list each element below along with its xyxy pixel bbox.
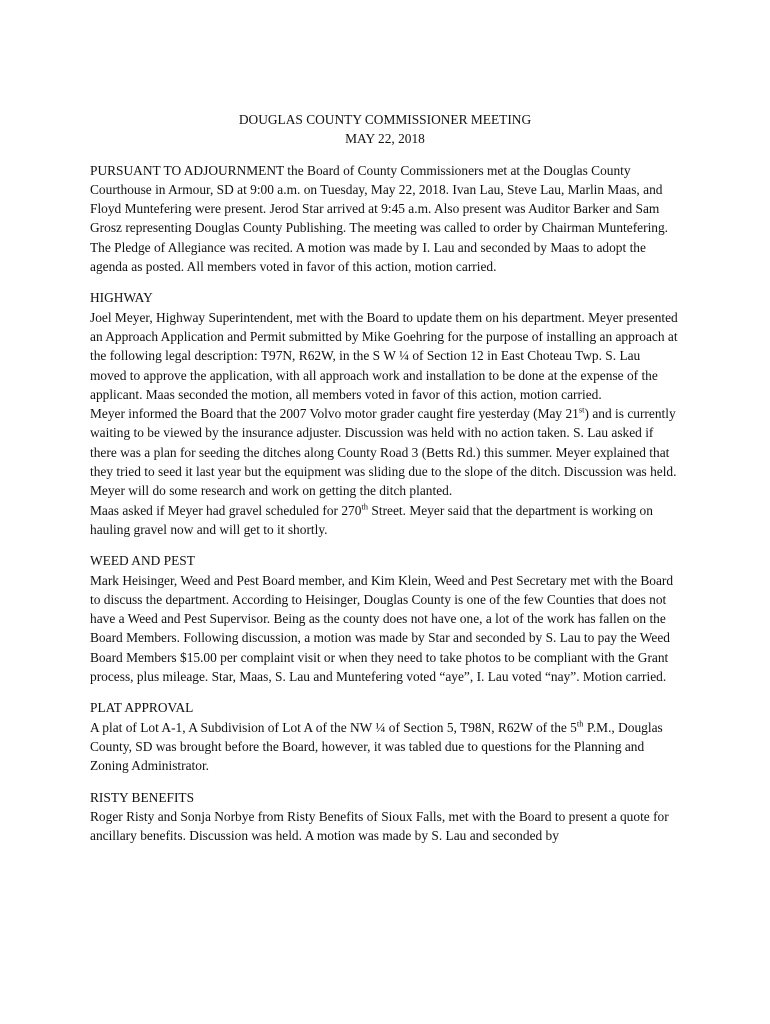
section-weed-and-pest [90,551,680,686]
highway-paragraph-1: Joel Meyer, Highway Superintendent, met with the Board to update them on his department. Meyer presented an Approach Application and Permit submitted by Mike Goehring for the purpose of installing an approach at the following legal description: T97N, R62W, in the S W ¼ of Section 12 in East Choteau Twp. S. Lau moved to approve the application, with all approach work and installation to be done at the expense of the applicant. Maas seconded the motion, all members voted in favor of this action, motion carried. [90,309,678,402]
highway-paragraph-3 [90,501,680,540]
weed-paragraph-1: Mark Heisinger, Weed and Pest Board member, and Kim Klein, Weed and Pest Secretary met with the Board to discuss the department. According to Heisinger, Douglas County is one of the few Counties that does not have a Weed and Pest Supervisor. Being as the county does not have one, a lot of the work has fallen on the Board Members. Following discussion, a motion was made by Star and seconded by S. Lau to pay the Weed Board Members $15.00 per complaint visit or when they need to take photos to be compliant with the Grant process, plus mileage. Star, Maas, S. Lau and Muntefering voted “aye”, I. Lau voted “nay”. Motion carried. [90,572,674,685]
document-date: MAY 22, 2018 [345,131,425,147]
section-heading-weed-and-pest: WEED AND PEST [90,553,195,569]
section-heading-risty-benefits: RISTY BENEFITS [90,789,195,805]
ordinal-suffix: st [578,404,585,415]
highway-paragraph-3-text-b: Street. Meyer said that the department is working on hauling gravel now and will get to it shortly. [90,502,653,537]
document-title: DOUGLAS COUNTY COMMISSIONER MEETING [238,112,532,127]
highway-paragraph-2-text-b: ) and is currently waiting to be viewed by the insurance adjuster. Discussion was held with no action taken. S. Lau asked if there was a plan for seeding the ditches along County Road 3 (Betts Rd.) this summer. Meyer explained that they tried to seed it last year but the equipment was sliding due to the slope of the ditch. Discussion was held. Meyer will do some research and work on getting the ditch planted. [90,406,677,499]
highway-paragraph-3-text-a: Maas asked if Meyer had gravel scheduled for 270 [90,502,362,518]
section-heading-plat-approval: PLAT APPROVAL [90,700,194,716]
section-highway [90,288,680,539]
ordinal-suffix: th [576,718,584,729]
risty-paragraph-1: Roger Risty and Sonja Norbye from Risty Benefits of Sioux Falls, met with the Board to present a quote for ancillary benefits. Discussion was held. A motion was made by S. Lau and seconded by [90,808,669,844]
plat-paragraph-1 [90,718,680,776]
highway-paragraph-2 [90,404,680,500]
section-plat-approval [90,698,680,775]
section-risty-benefits [90,788,680,846]
section-heading-highway: HIGHWAY [90,290,153,306]
plat-paragraph-1-text-b: P.M., Douglas County, SD was brought before the Board, however, it was tabled due to questions for the Planning and Zoning Administrator. [90,719,663,774]
document-header [90,110,680,149]
intro-paragraph: PURSUANT TO ADJOURNMENT the Board of County Commissioners met at the Douglas County Courthouse in Armour, SD at 9:00 a.m. on Tuesday, May 22, 2018. Ivan Lau, Steve Lau, Marlin Maas, and Floyd Muntefering were present. Jerod Star arrived at 9:45 a.m. Also present was Auditor Barker and Sam Grosz representing Douglas County Publishing. The meeting was called to order by Chairman Muntefering. The Pledge of Allegiance was recited. A motion was made by I. Lau and seconded by Maas to adopt the agenda as posted. All members voted in favor of this action, motion carried. [90,162,669,275]
ordinal-suffix: th [361,501,369,512]
plat-paragraph-1-text-a: A plat of Lot A-1, A Subdivision of Lot A of the NW ¼ of Section 5, T98N, R62W of the 5 [90,719,577,735]
highway-paragraph-2-text-a: Meyer informed the Board that the 2007 Volvo motor grader caught fire yesterday (May 21 [90,406,579,422]
